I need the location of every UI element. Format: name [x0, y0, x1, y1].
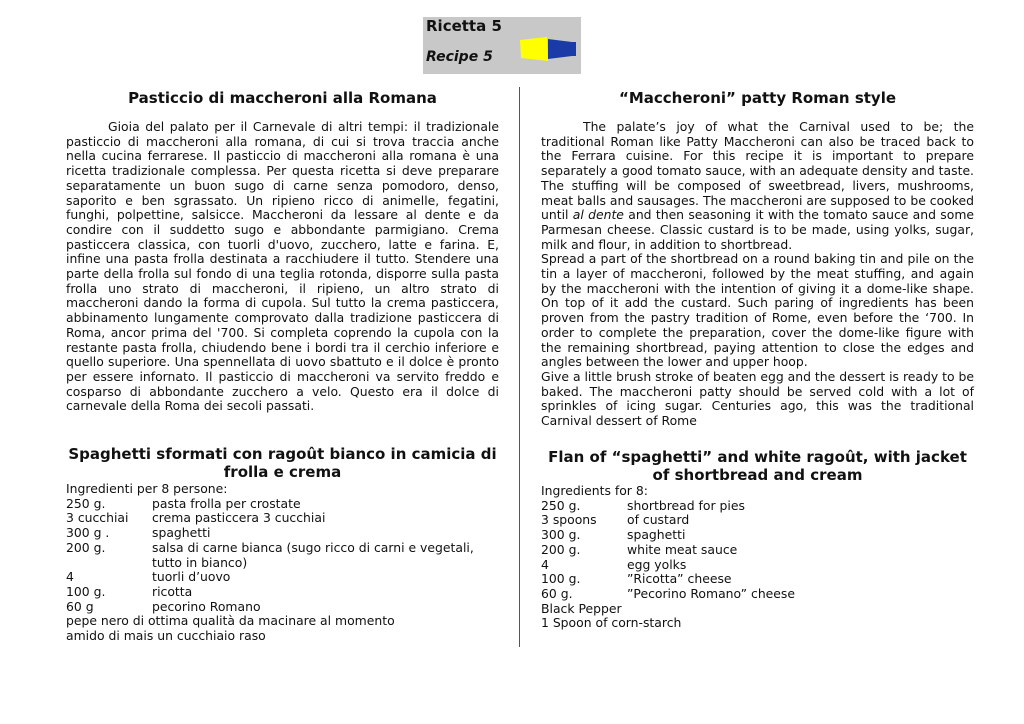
- left-ingredients-heading: Ingredienti per 8 persone:: [66, 481, 228, 496]
- ingredient-item: spaghetti: [152, 525, 211, 541]
- ingredient-item: salsa di carne bianca (sugo ricco di carni e vegetali, tutto in bianco): [152, 539, 474, 570]
- column-divider: [519, 87, 520, 647]
- ingredient-item: shortbread for pies: [627, 497, 745, 513]
- left-extra-list: [66, 614, 499, 643]
- ingredient-row: [66, 511, 499, 526]
- ingredient-item: crema pasticcera 3 cucchiai: [152, 510, 326, 526]
- ingredient-qty: 300 g.: [541, 527, 581, 543]
- recipe-number-it: Ricetta 5: [426, 17, 502, 35]
- ingredient-row: [66, 541, 499, 570]
- right-ingredients-list: [541, 499, 974, 602]
- right-paragraph-1: The palate’s joy of what the Carnival used to be; the traditional Roman like Patty Maccheroni can also be traced back to the Ferrara cuisine. For this recipe it is important to prepare separately a good tomato sauce, with an adequate density and taste. The stuffing will be composed of sweetbread, livers, mushrooms, meat balls and sausages. The maccheroni are supposed to be cooked until al dente and then seasoning it with the tomato sauce and some Parmesan cheese. Classic custard is to be made, using yolks, sugar, milk and flour, in addition to shortbread.: [541, 119, 975, 252]
- ingredient-row: [66, 497, 499, 512]
- ingredient-qty: 60 g: [66, 598, 94, 614]
- ingredient-extra: Black Pepper: [541, 600, 622, 616]
- left-body: [66, 120, 499, 414]
- ingredient-qty: 300 g .: [66, 525, 110, 541]
- left-section-2: [66, 445, 499, 644]
- ingredient-qty: 3 cucchiai: [66, 510, 129, 526]
- ingredient-row: [66, 526, 499, 541]
- left-column: [66, 89, 499, 107]
- ingredient-qty: 200 g.: [541, 541, 581, 557]
- ingredient-row: [541, 572, 974, 587]
- left-title-2: Spaghetti sformati con ragoût bianco in camicia di frolla e crema: [68, 445, 497, 481]
- ingredient-qty: 200 g.: [66, 539, 106, 555]
- ingredient-extra: 1 Spoon of corn-starch: [541, 615, 682, 631]
- ingredient-qty: 4: [66, 569, 74, 585]
- ingredient-item: spaghetti: [627, 527, 686, 543]
- right-title-2: Flan of “spaghetti” and white ragoût, with jacket of shortbread and cream: [548, 448, 967, 484]
- ingredient-row: [541, 528, 974, 543]
- ingredient-extra: pepe nero di ottima qualità da macinare al momento: [66, 613, 395, 629]
- ingredient-row: [541, 513, 974, 528]
- flag-icon: [520, 36, 576, 62]
- ingredient-row: [66, 585, 499, 600]
- ingredient-item: ”Pecorino Romano” cheese: [627, 585, 796, 601]
- ingredient-qty: 100 g.: [541, 571, 581, 587]
- ingredient-qty: 250 g.: [66, 495, 106, 511]
- ingredient-item: pecorino Romano: [152, 598, 261, 614]
- ingredient-qty: 4: [541, 556, 549, 572]
- right-body: [541, 120, 974, 429]
- right-title-1: “Maccheroni” patty Roman style: [618, 89, 897, 107]
- ingredient-row: [541, 499, 974, 514]
- ingredient-qty: 60 g.: [541, 585, 573, 601]
- right-column: [541, 89, 974, 107]
- left-paragraph: Gioia del palato per il Carnevale di altri tempi: il tradizionale pasticcio di maccheroni alla romana, di cui si trova traccia anche nella cucina ferrarese. Il pasticcio di maccheroni alla romana è una ricetta tradizionale complessa. Per questa ricetta si deve preparare separatamente un buon sugo di carne senza pomodoro, denso, saporito e ben sgrassato. Un ripieno ricco di animelle, fegatini, funghi, polpettine, salsicce. Maccheroni da lessare al dente e da condire con il suddetto sugo e abbondante parmigiano. Crema pasticcera classica, con tuorli d'uovo, zucchero, latte e farina. E, infine una pasta frolla destinata a racchiudere il tutto. Stendere una parte della frolla sul fondo di una teglia rotonda, disporre sulla pasta frolla uno strato di maccheroni, il ripieno, un altro strato di maccheroni dando la forma di cupola. Sul tutto la crema pasticcera, abbinamento lungamente comprovato dalla tradizione pasticcera di Roma, ancor prima del '700. Si completa coprendo la cupola con la restante pasta frolla, chiudendo bene i bordi tra il cerchio inferiore e quello superiore. Una spennellata di uovo sbattuto e il dolce è pronto per essere infornato. Il pasticcio di maccheroni va servito freddo e cosparso di abbondante zucchero a velo. Questo era il dolce di carnevale della Roma dei secoli passati.: [66, 119, 499, 414]
- ingredient-item: tuorli d’uovo: [152, 569, 231, 585]
- ingredient-row: [541, 558, 974, 573]
- right-paragraph-2: Spread a part of the shortbread on a round baking tin and pile on the tin a layer of maccheroni, followed by the meat stuffing, and again by the maccheroni with the intention of giving it a dome-like shape. On top of it add the custard. Such paring of ingredients has been proven from the pastry tradition of Rome, even before the ‘700. In order to complete the preparation, cover the dome-like figure with the remaining shortbread, paying attention to close the edges and angles between the lower and upper hoop.: [541, 251, 974, 370]
- ingredient-item: egg yolks: [627, 556, 687, 572]
- ingredient-item: ”Ricotta” cheese: [627, 571, 732, 587]
- right-section-2: [541, 448, 974, 631]
- ingredient-row: [66, 570, 499, 585]
- ingredient-extra: amido di mais un cucchiaio raso: [66, 628, 266, 644]
- recipe-header-box: [423, 17, 581, 74]
- ingredient-qty: 3 spoons: [541, 512, 597, 528]
- ingredient-qty: 100 g.: [66, 583, 106, 599]
- right-ingredients-heading: Ingredients for 8:: [541, 483, 648, 498]
- ingredient-row: [541, 543, 974, 558]
- ingredient-row: [541, 587, 974, 602]
- right-paragraph-3: Give a little brush stroke of beaten egg and the dessert is ready to be baked. The maccheroni patty should be served cold with a lot of sprinkles of icing sugar. Centuries ago, this was the traditional Carnival dessert of Rome: [541, 368, 974, 429]
- recipe-number-en: Recipe 5: [426, 49, 493, 65]
- right-extra-list: [541, 602, 974, 631]
- left-ingredients-list: [66, 497, 499, 615]
- ingredient-item: pasta frolla per crostate: [152, 495, 301, 511]
- ingredient-row: [66, 600, 499, 615]
- ingredient-item: of custard: [627, 512, 690, 528]
- ingredient-item: ricotta: [152, 583, 193, 599]
- ingredient-qty: 250 g.: [541, 497, 581, 513]
- left-title-1: Pasticcio di maccheroni alla Romana: [128, 89, 437, 107]
- ingredient-item: white meat sauce: [627, 541, 738, 557]
